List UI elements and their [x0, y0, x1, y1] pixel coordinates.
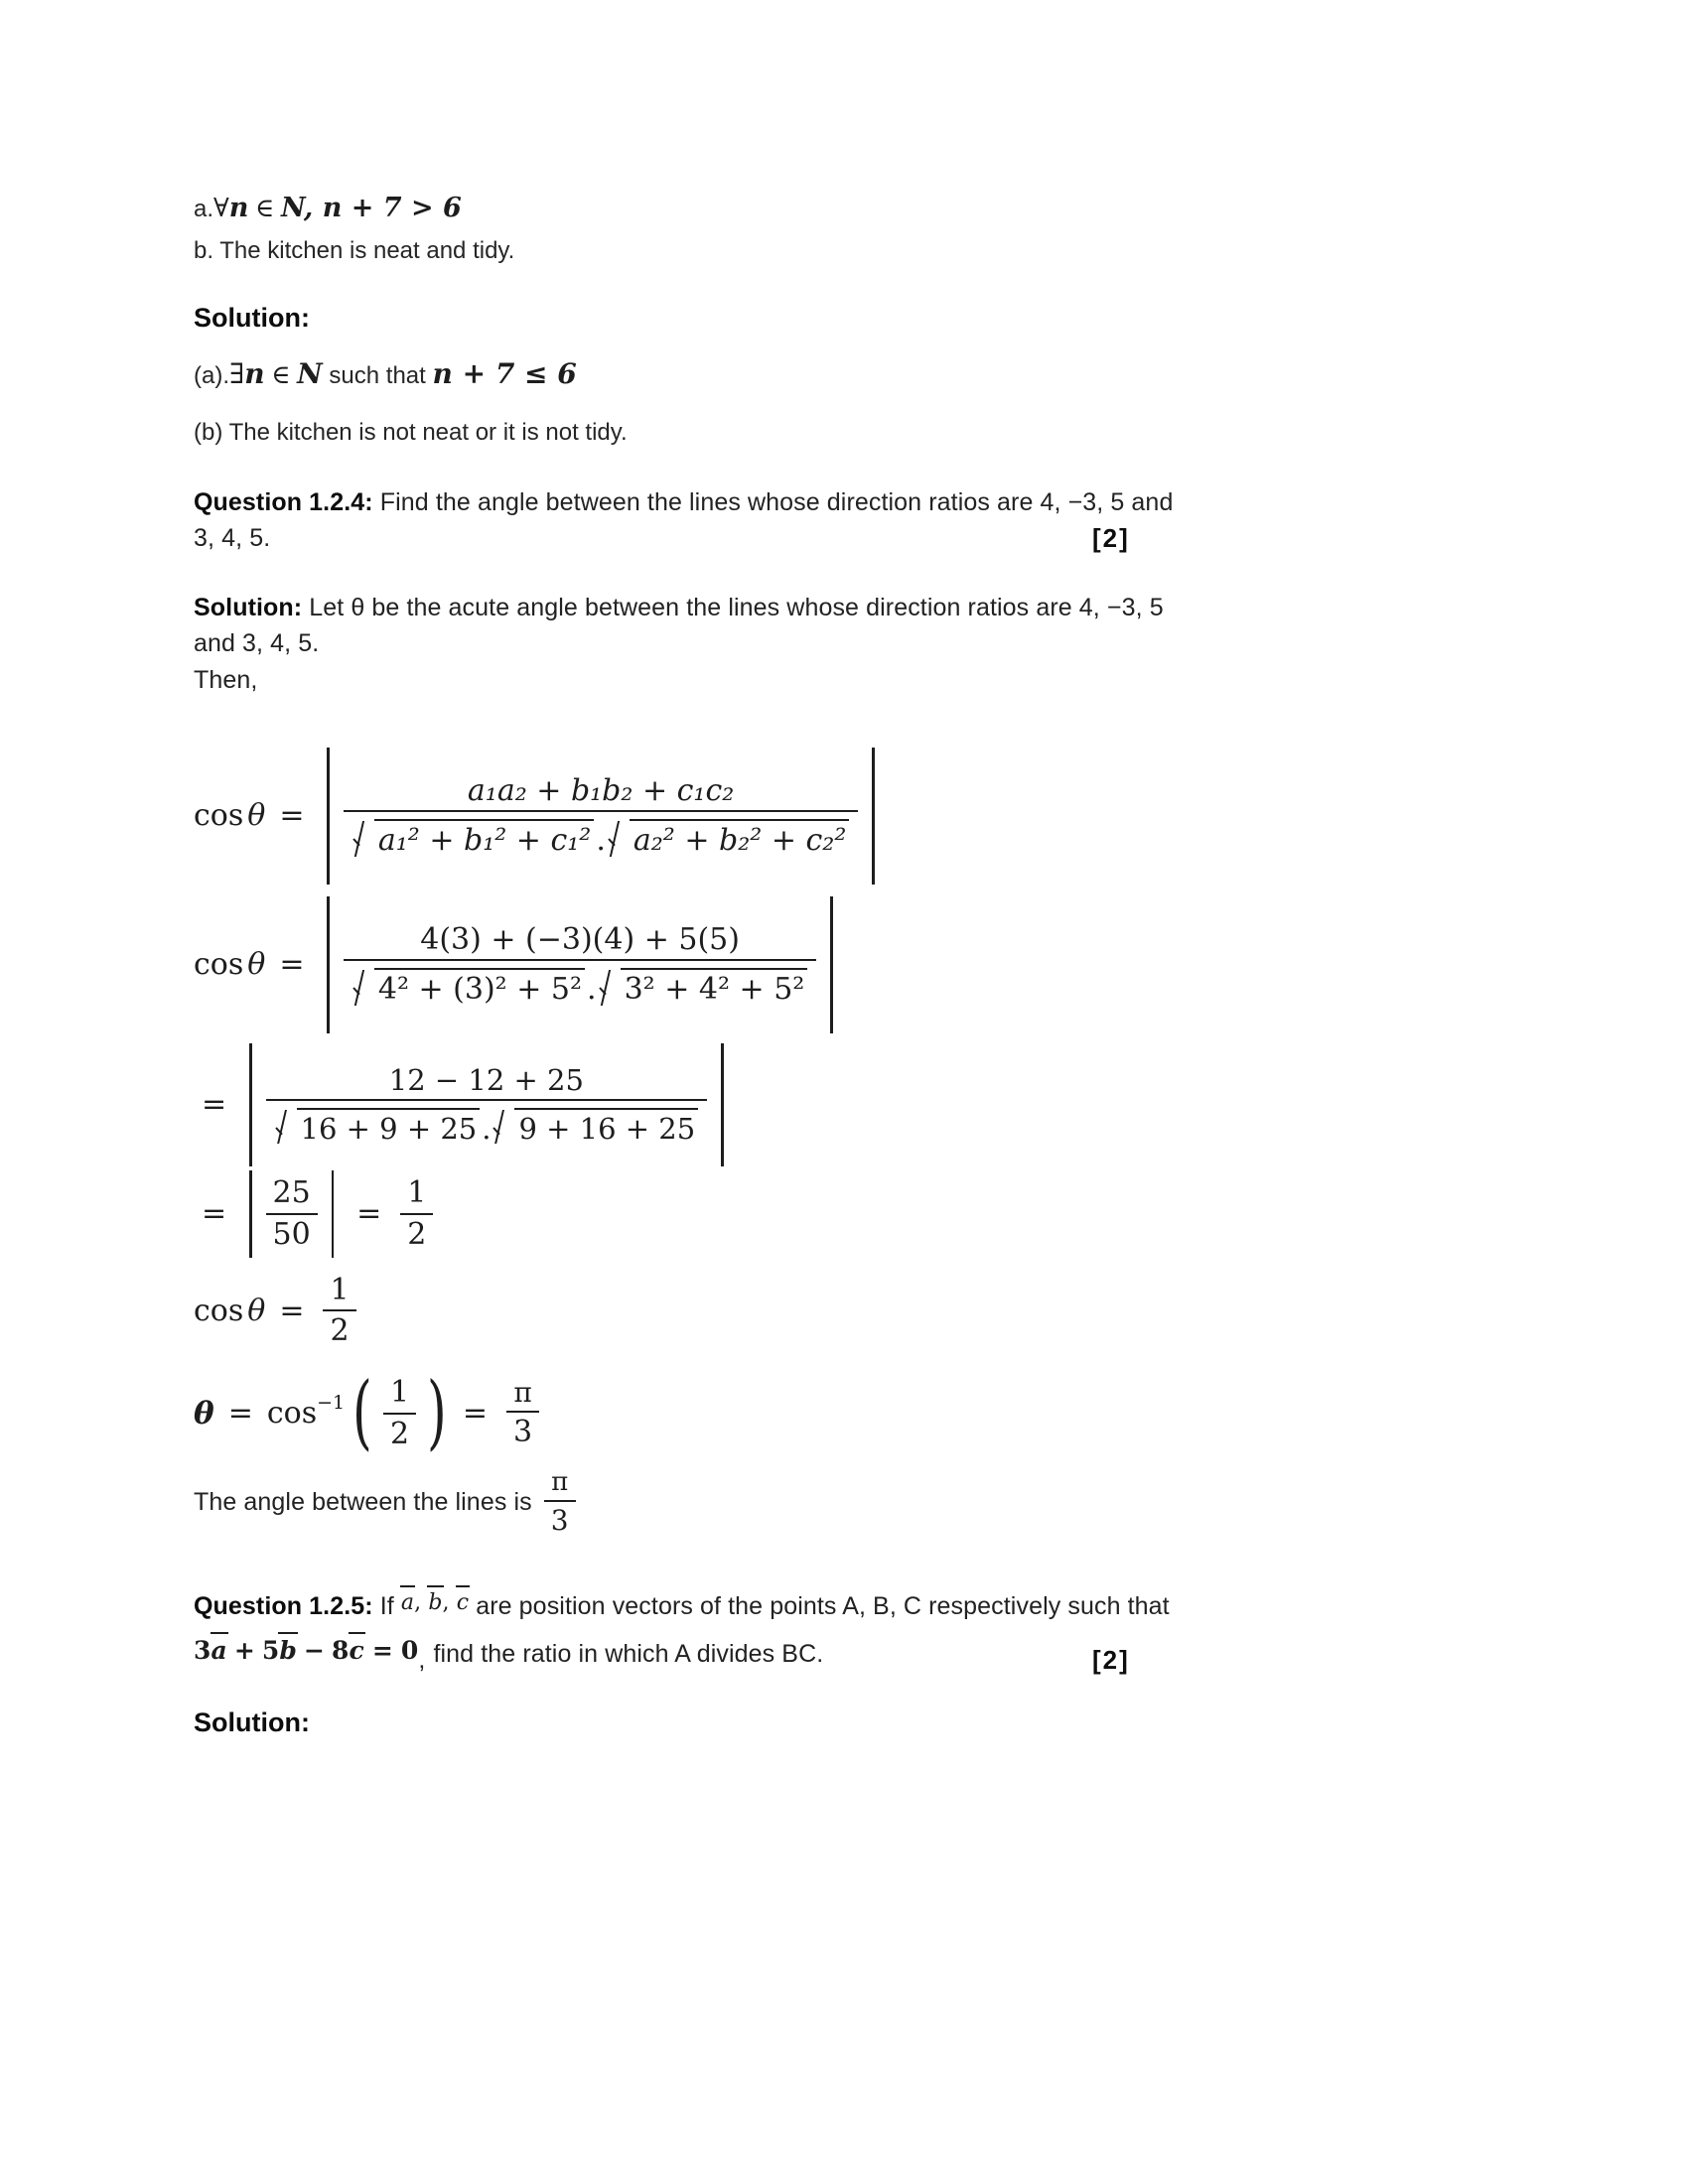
vector-comma-2: , — [442, 1589, 450, 1615]
conclusion-pi: π — [544, 1468, 576, 1502]
conclusion-line — [194, 1468, 1489, 1536]
formula3-radicand-2: 9 + 16 + 25 — [514, 1108, 698, 1145]
eq-zero: 0 — [400, 1635, 419, 1665]
formula1-numerator-text: a₁a₂ + b₁b₂ + c₁c₂ — [467, 772, 735, 808]
formula2-sqrt-1 — [352, 964, 585, 1007]
question-1-2-4 — [194, 484, 1489, 557]
formula-cos-theta-evaluated — [202, 1043, 1489, 1166]
solution-heading-1: Solution: — [194, 302, 310, 333]
formula6-exponent: −1 — [317, 1391, 346, 1414]
question-1-2-4-text-line1: Find the angle between the lines whose direction ratios are 4, −3, 5 and — [379, 487, 1174, 516]
formula4-numerator-2: 1 — [400, 1176, 433, 1215]
paren-close: ) — [427, 1365, 447, 1460]
formula6-denominator: 2 — [389, 1416, 410, 1451]
abs-bar-left — [249, 1170, 251, 1258]
solution-heading-2: Solution: — [194, 1706, 310, 1737]
formula6-equals-2: = — [462, 1396, 489, 1432]
formula3-numerator: 12 − 12 + 25 — [266, 1064, 708, 1101]
conclusion-fraction-pi-3 — [544, 1468, 576, 1536]
conclusion-text: The angle between the lines is — [194, 1488, 532, 1517]
formula4-denominator: 50 — [272, 1216, 311, 1252]
vector-c: c — [457, 1585, 469, 1619]
item-a-label: a. — [194, 196, 214, 222]
formula1-sqrt-2 — [608, 815, 849, 858]
formula-cos-theta-substituted — [194, 896, 1489, 1033]
question-1-2-5-equation — [194, 1631, 418, 1670]
formula4-equals-1: = — [202, 1196, 227, 1232]
solution-1-2-4-line3: Then, — [194, 665, 258, 694]
paren-open: ( — [352, 1365, 372, 1460]
abs-content — [261, 1043, 713, 1166]
part-a-element-of: ∈ — [271, 359, 291, 390]
formula1-radicand-2: a₂² + b₂² + c₂² — [630, 819, 849, 858]
eq-minus: − — [303, 1635, 326, 1665]
solution-1-2-4 — [194, 590, 1489, 698]
vector-b: b — [428, 1585, 442, 1619]
item-a-element-of: ∈ — [255, 194, 275, 223]
formula6-fraction-pi-3 — [506, 1377, 539, 1449]
formula2-cos: cos — [194, 947, 244, 983]
part-a-such-that: such that — [329, 361, 426, 389]
formula3-fraction — [266, 1064, 708, 1146]
question-1-2-5-text-after: are position vectors of the points A, B, C respectively such that — [476, 1591, 1170, 1620]
formula6-pi: π — [506, 1377, 539, 1413]
abs-bar-left — [327, 748, 329, 885]
abs-bar-left — [249, 1043, 251, 1166]
formula6-cos: cos — [266, 1396, 318, 1432]
eq-vector-a: a — [211, 1631, 227, 1670]
formula1-dot: . — [596, 823, 606, 859]
formula3-equals: = — [202, 1087, 227, 1123]
exists-symbol: ∃ — [229, 356, 245, 390]
formula5-cos: cos — [194, 1293, 244, 1328]
question-1-2-5-text-line2: find the ratio in which A divides BC. — [433, 1639, 824, 1668]
formula2-sqrt-2 — [599, 964, 808, 1007]
abs-bar-right — [332, 1170, 334, 1258]
formula1-fraction — [344, 774, 858, 858]
question-1-2-4-marks: [2] — [1092, 522, 1130, 553]
part-a-variable-n: n — [244, 356, 265, 390]
abs-content — [261, 1170, 323, 1258]
formula1-denominator — [344, 812, 858, 858]
abs-content — [339, 748, 863, 885]
formula3-sqrt-1 — [275, 1104, 481, 1145]
solution1-part-b: (b) The kitchen is not neat or it is not tidy. — [194, 418, 628, 446]
formula4-denominator-2: 2 — [407, 1216, 427, 1252]
vector-a: a — [401, 1585, 414, 1619]
question-1-2-5-if: If — [379, 1591, 394, 1620]
question-1-2-4-label: Question 1.2.4: — [194, 487, 373, 516]
formula3-sqrt-2 — [492, 1104, 698, 1145]
formula2-radicand-1: 4² + (3)² + 5² — [374, 968, 585, 1007]
eq-coeff-5: 5 — [261, 1635, 280, 1665]
formula1-equals: = — [279, 798, 305, 834]
abs-bar-right — [721, 1043, 723, 1166]
solution-1-2-4-label: Solution: — [194, 594, 303, 621]
item-a-forall: ∀ — [213, 194, 229, 223]
formula4-fraction-25-50 — [266, 1176, 318, 1251]
formula2-radicand-2: 3² + 4² + 5² — [621, 968, 808, 1007]
formula-cos-theta-general — [194, 748, 1489, 885]
eq-plus: + — [233, 1635, 255, 1665]
eq-coeff-3: 3 — [194, 1635, 211, 1665]
eq-vector-b: b — [279, 1631, 297, 1670]
eq-vector-c: c — [350, 1631, 364, 1670]
formula1-numerator — [344, 774, 858, 813]
abs-content — [339, 896, 821, 1033]
formula5-fraction — [323, 1274, 355, 1348]
question-1-2-5-trailing-comma: , — [418, 1645, 426, 1674]
abs-bar-right — [830, 896, 832, 1033]
formula4-abs-group — [240, 1170, 343, 1258]
question-1-2-5 — [194, 1588, 1489, 1674]
solution-1-2-4-line1: Let θ be the acute angle between the lines whose direction ratios are 4, −3, 5 — [309, 594, 1164, 621]
question-1-2-5-marks: [2] — [1092, 1645, 1130, 1676]
formula2-equals: = — [279, 947, 305, 983]
formula2-fraction — [344, 923, 816, 1007]
solution1-part-a — [194, 353, 1489, 395]
formula6-equals-1: = — [227, 1396, 253, 1432]
formula1-theta: θ — [247, 798, 266, 834]
formula2-theta: θ — [247, 947, 266, 983]
formula5-theta: θ — [247, 1293, 266, 1328]
item-a — [194, 189, 1489, 229]
formula6-paren-group — [347, 1365, 453, 1460]
formula-theta-arccos — [194, 1365, 1489, 1460]
vector-comma-1: , — [414, 1589, 422, 1615]
item-a-variable-n: n — [228, 193, 249, 223]
part-a-set-N: N — [297, 356, 323, 390]
formula2-denominator — [344, 961, 816, 1007]
abs-bar-right — [872, 748, 874, 885]
formula4-equals-2: = — [356, 1196, 382, 1232]
abs-bar-left — [327, 896, 329, 1033]
eq-coeff-8: 8 — [332, 1635, 350, 1665]
eq-equals: = — [371, 1635, 393, 1665]
question-1-2-5-label: Question 1.2.5: — [194, 1591, 373, 1620]
part-a-label: (a). — [194, 361, 229, 389]
formula2-numerator: 4(3) + (−3)(4) + 5(5) — [344, 923, 816, 962]
solution-1-2-4-line2: and 3, 4, 5. — [194, 629, 320, 658]
formula1-sqrt-1 — [352, 815, 594, 858]
question-1-2-5-vectors — [401, 1590, 476, 1615]
question-1-2-4-text-line2: 3, 4, 5. — [194, 523, 271, 552]
formula6-numerator: 1 — [383, 1376, 416, 1415]
formula5-numerator: 1 — [323, 1274, 355, 1312]
formula6-three: 3 — [513, 1415, 533, 1450]
formula2-dot: . — [587, 972, 597, 1008]
formula1-radicand-1: a₁² + b₁² + c₁² — [374, 819, 594, 858]
formula3-denominator — [266, 1101, 708, 1145]
formula6-theta: θ — [194, 1395, 214, 1432]
formula6-fraction — [383, 1376, 416, 1450]
formula4-numerator: 25 — [266, 1176, 318, 1215]
formula-cos-theta-half — [194, 1274, 1489, 1348]
formula-fraction-simplify — [202, 1170, 1489, 1258]
item-b: b. The kitchen is neat and tidy. — [194, 236, 515, 264]
conclusion-three: 3 — [550, 1504, 569, 1538]
formula1-abs-group — [318, 748, 883, 885]
part-a-inequality: n + 7 ≤ 6 — [432, 356, 577, 390]
formula3-radicand-1: 16 + 9 + 25 — [297, 1108, 481, 1145]
formula5-equals: = — [279, 1293, 305, 1328]
formula4-fraction-1-2 — [400, 1176, 433, 1251]
formula5-denominator: 2 — [330, 1313, 350, 1349]
formula1-cos: cos — [194, 798, 244, 834]
item-a-inequality: , n + 7 > 6 — [303, 193, 462, 223]
formula3-dot: . — [482, 1112, 492, 1147]
formula2-abs-group — [318, 896, 841, 1033]
item-a-set-N: N — [280, 193, 304, 223]
formula3-abs-group — [240, 1043, 732, 1166]
